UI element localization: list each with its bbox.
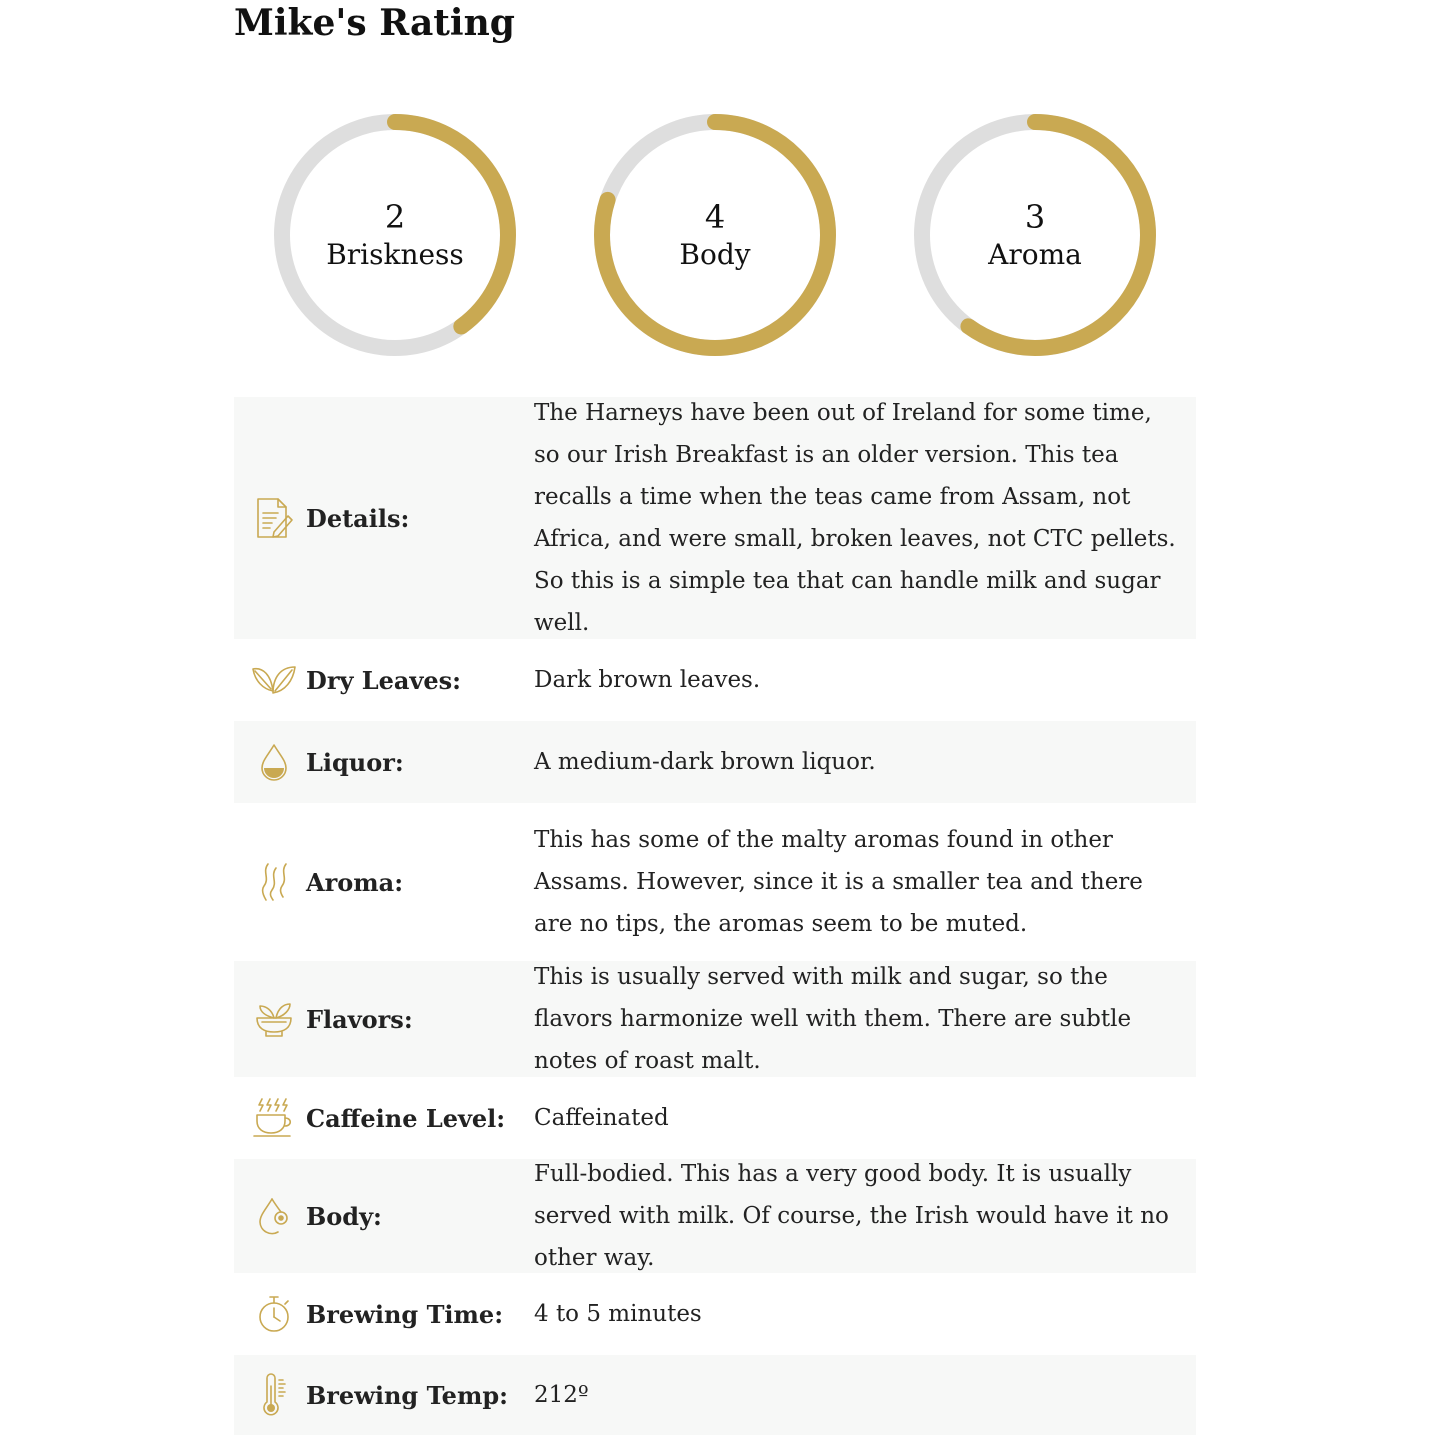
droplet-icon — [250, 738, 298, 786]
rating-gauges — [234, 100, 1196, 370]
note-text: Caffeinated — [534, 1105, 669, 1131]
stopwatch-icon — [250, 1290, 298, 1338]
note-row-aroma — [234, 803, 1196, 961]
note-text: This is usually served with milk and sugar, so the flavors harmonize well with them. There are subtle notes of roast malt. — [534, 964, 1132, 1074]
leaves-icon — [250, 656, 298, 704]
page-title: Mike's Rating — [234, 2, 515, 44]
note-label: Dry Leaves: — [306, 665, 462, 695]
note-text: The Harneys have been out of Ireland for some time, so our Irish Breakfast is an older version. This tea recalls a time when the teas came from Assam, not Africa, and were small, broken leaves, not CTC pellets. So this is a simple tea that can handle milk and sugar well. — [534, 400, 1176, 636]
gauge-aroma — [900, 100, 1170, 370]
note-text: This has some of the malty aromas found in other Assams. However, since it is a smaller tea and there are no tips, the aromas seem to be muted. — [534, 827, 1143, 937]
tasting-notes — [234, 397, 1196, 1435]
note-row-liquor — [234, 721, 1196, 803]
gauge-value: 2 — [384, 198, 406, 236]
note-row-caffeine — [234, 1077, 1196, 1159]
note-row-brewing-time — [234, 1273, 1196, 1355]
bowl-icon — [250, 995, 298, 1043]
thermometer-icon — [250, 1371, 298, 1419]
note-text: Dark brown leaves. — [534, 667, 761, 693]
note-label: Brewing Temp: — [306, 1380, 508, 1410]
note-label: Brewing Time: — [306, 1299, 504, 1329]
note-text: Full-bodied. This has a very good body. It is usually served with milk. Of course, the Irish would have it no other way. — [534, 1161, 1169, 1271]
gauge-value: 4 — [704, 198, 726, 236]
body-drop-icon — [250, 1192, 298, 1240]
gauge-label: Body — [679, 238, 751, 271]
note-label: Body: — [306, 1201, 382, 1231]
gauge-value: 3 — [1024, 198, 1046, 236]
note-text: A medium-dark brown liquor. — [534, 749, 876, 775]
note-text: 4 to 5 minutes — [534, 1301, 702, 1327]
gauge-label: Aroma — [988, 238, 1082, 271]
note-label: Flavors: — [306, 1004, 413, 1034]
note-label: Caffeine Level: — [306, 1103, 506, 1133]
note-label: Details: — [306, 503, 410, 533]
note-row-body — [234, 1159, 1196, 1273]
teacup-icon — [250, 1094, 298, 1142]
gauge-label: Briskness — [326, 238, 464, 271]
steam-icon — [250, 858, 298, 906]
note-text: 212º — [534, 1382, 589, 1408]
note-label: Liquor: — [306, 747, 404, 777]
note-row-flavors — [234, 961, 1196, 1077]
note-row-details — [234, 397, 1196, 639]
note-label: Aroma: — [306, 867, 404, 897]
gauge-body — [580, 100, 850, 370]
note-row-dry-leaves — [234, 639, 1196, 721]
document-icon — [250, 494, 298, 542]
gauge-briskness — [260, 100, 530, 370]
note-row-brewing-temp — [234, 1355, 1196, 1435]
